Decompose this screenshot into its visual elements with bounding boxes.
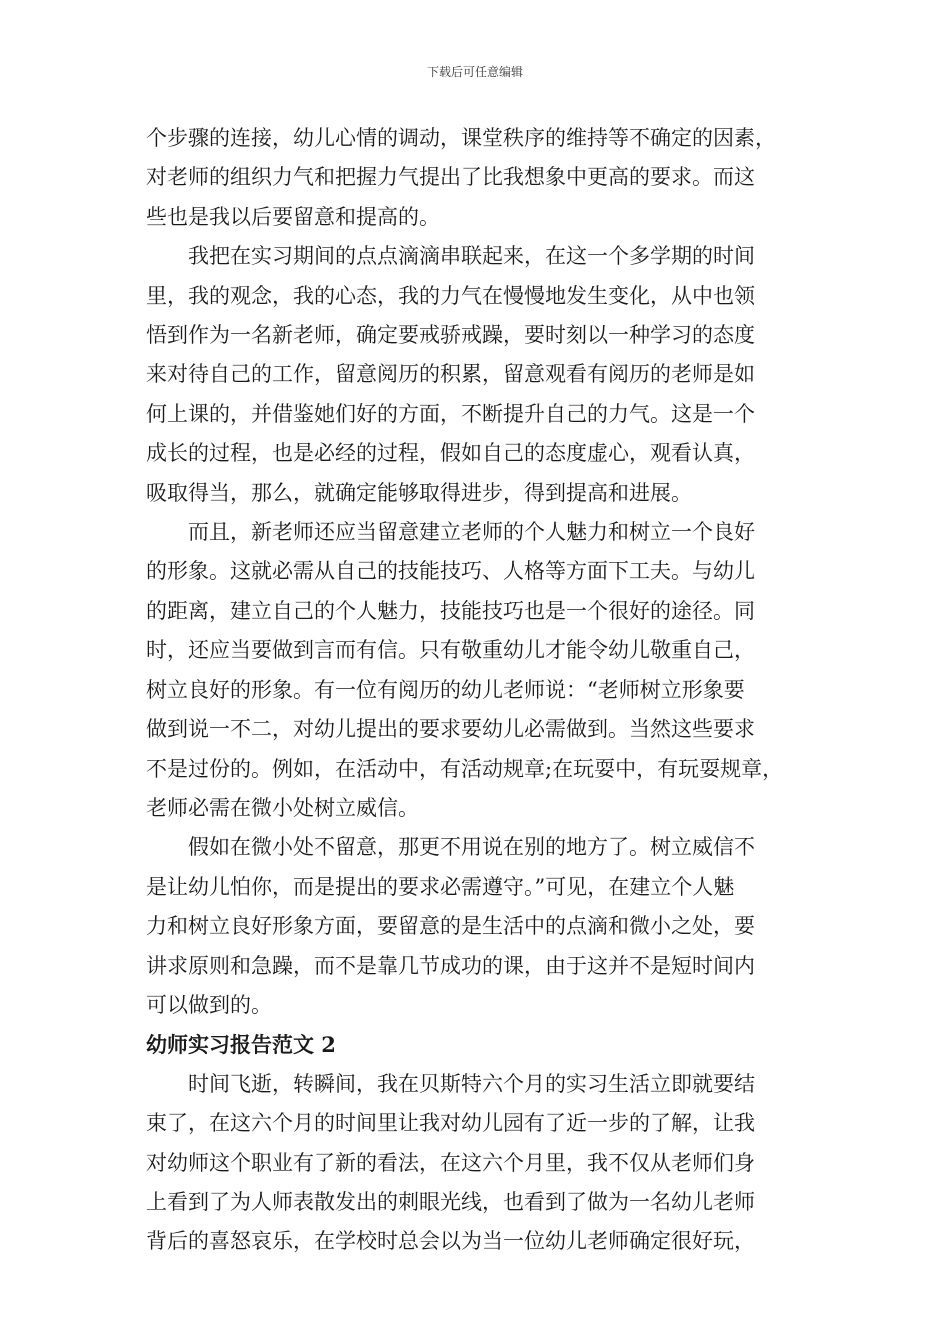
text-line: 是让幼儿怕你，而是提出的要求必需遵守。”可见，在建立个人魅	[146, 874, 735, 899]
text-line: 背后的喜怒哀乐，在学校时总会以为当一位幼儿老师确定很好玩，	[146, 1229, 755, 1254]
text-line: 讲求原则和急躁，而不是靠几节成功的课，由于这并不是短时间内	[146, 953, 755, 978]
text-line: 不是过份的。例如，在活动中，有活动规章;在玩耍中，有玩耍规章，	[146, 756, 784, 781]
text-line: 时，还应当要做到言而有信。只有敬重幼儿才能令幼儿敬重自己，	[146, 638, 755, 663]
text-line: 何上课的，并借鉴她们好的方面，不断提升自己的力气。这是一个	[146, 401, 755, 426]
text-line: 上看到了为人师表散发出的刺眼光线，也看到了做为一名幼儿老师	[146, 1189, 755, 1214]
text-line: 假如在微小处不留意，那更不用说在别的地方了。树立威信不	[188, 835, 755, 860]
text-line: 个步骤的连接，幼儿心情的调动，课堂秩序的维持等不确定的因素，	[146, 126, 776, 150]
paragraph	[146, 237, 822, 513]
text-line: 对幼师这个职业有了新的看法，在这六个月里，我不仅从老师们身	[146, 1150, 755, 1175]
text-line: 来对待自己的工作，留意阅历的积累，留意观看有阅历的老师是如	[146, 362, 755, 387]
text-line: 的形象。这就必需从自己的技能技巧、人格等方面下工夫。与幼儿	[146, 559, 755, 584]
text-line: 对老师的组织力气和把握力气提出了比我想象中更高的要求。而这	[146, 165, 755, 190]
text-line: 力和树立良好形象方面，要留意的是生活中的点滴和微小之处，要	[146, 914, 755, 939]
text-line: 成长的过程，也是必经的过程，假如自己的态度虚心，观看认真，	[146, 441, 755, 466]
text-line: 悟到作为一名新老师，确定要戒骄戒躁，要时刻以一种学习的态度	[146, 323, 755, 348]
section-title: 幼师实习报告范文 2	[146, 1032, 336, 1058]
text-line: 时间飞逝，转瞬间，我在贝斯特六个月的实习生活立即就要结	[188, 1071, 755, 1096]
text-line: 里，我的观念，我的心态，我的力气在慢慢地发生变化，从中也领	[146, 283, 755, 308]
text-line: 老师必需在微小处树立威信。	[146, 795, 419, 820]
text-line: 可以做到的。	[146, 992, 272, 1017]
text-line: 做到说一不二，对幼儿提出的要求要幼儿必需做到。当然这些要求	[146, 717, 755, 742]
text-line: 我把在实习期间的点点滴滴串联起来，在这一个多学期的时间	[188, 244, 755, 269]
text-line: 束了，在这六个月的时间里让我对幼儿园有了近一步的了解，让我	[146, 1111, 755, 1136]
document-body	[146, 119, 822, 1262]
text-line: 些也是我以后要留意和提高的。	[146, 204, 440, 229]
text-line: 的距离，建立自己的个人魅力，技能技巧也是一个很好的途径。同	[146, 598, 755, 623]
text-line: 吸取得当，那么，就确定能够取得进步，得到提高和进展。	[146, 480, 692, 505]
paragraph	[146, 513, 822, 828]
text-line: 而且，新老师还应当留意建立老师的个人魅力和树立一个良好	[188, 520, 755, 545]
text-line: 树立良好的形象。有一位有阅历的幼儿老师说：“老师树立形象要	[146, 677, 745, 702]
page-header: 下载后可任意编辑	[426, 65, 523, 79]
paragraph	[146, 828, 822, 1025]
paragraph	[146, 1065, 822, 1262]
paragraph	[146, 119, 822, 237]
